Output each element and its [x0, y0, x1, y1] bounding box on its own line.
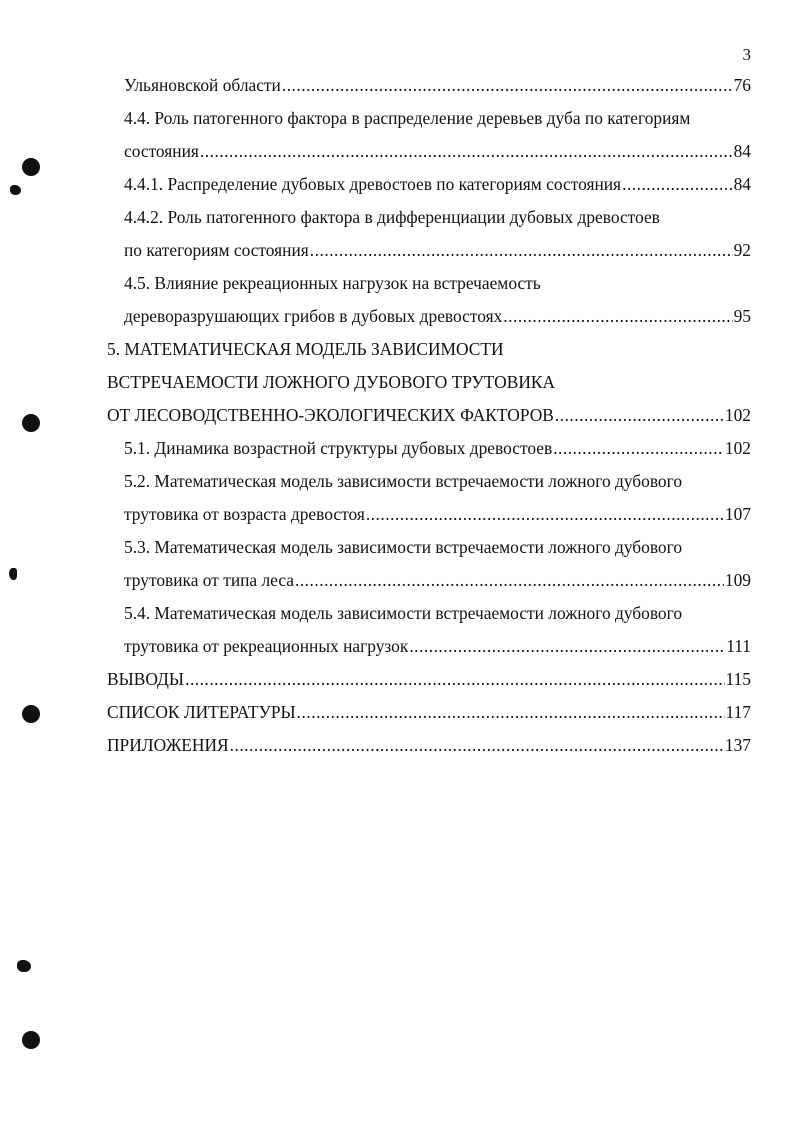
toc-entry-ulyanovsk-region[interactable] — [124, 69, 751, 102]
toc-entry-5-3[interactable] — [124, 564, 751, 597]
toc-chapter-5[interactable] — [107, 399, 751, 432]
dot-leader — [310, 234, 733, 267]
toc-entry-4-4-line-1[interactable]: 4.4. Роль патогенного фактора в распределение деревьев дуба по категориям — [124, 108, 691, 128]
toc-page-number: 111 — [726, 636, 751, 656]
toc-chapter-5-line-2[interactable]: ВСТРЕЧАЕМОСТИ ЛОЖНОГО ДУБОВОГО ТРУТОВИКА — [107, 372, 556, 392]
binder-hole-mark — [22, 414, 40, 432]
toc-page-number: 117 — [725, 702, 751, 722]
toc-entry-4-4-1[interactable] — [124, 168, 751, 201]
toc-entry-text: ОТ ЛЕСОВОДСТВЕННО-ЭКОЛОГИЧЕСКИХ ФАКТОРОВ — [107, 405, 554, 425]
toc-page-number: 137 — [724, 735, 751, 755]
dot-leader — [297, 696, 725, 729]
dot-leader — [295, 564, 724, 597]
toc-page-number: 92 — [733, 240, 751, 260]
toc-entry-5-3-line-1[interactable]: 5.3. Математическая модель зависимости встречаемости ложного дубового — [124, 537, 683, 557]
toc-entry-4-4-2-line-1[interactable]: 4.4.2. Роль патогенного фактора в дифференциации дубовых древостоев — [124, 207, 660, 227]
toc-page-number: 102 — [724, 438, 751, 458]
toc-entry-text: Ульяновской области — [124, 75, 281, 95]
binder-hole-mark — [22, 705, 40, 723]
toc-chapter-5-line-1[interactable]: 5. МАТЕМАТИЧЕСКАЯ МОДЕЛЬ ЗАВИСИМОСТИ — [107, 339, 504, 359]
toc-entry-4-5-line-1[interactable]: 4.5. Влияние рекреационных нагрузок на встречаемость — [124, 273, 541, 293]
toc-entry-5-4-line-1[interactable]: 5.4. Математическая модель зависимости встречаемости ложного дубового — [124, 603, 683, 623]
binder-hole-mark — [22, 1031, 40, 1049]
toc-entry-text: СПИСОК ЛИТЕРАТУРЫ — [107, 702, 296, 722]
toc-entry-4-4[interactable] — [124, 135, 751, 168]
toc-page-number: 102 — [724, 405, 751, 425]
toc-entry-text: ВЫВОДЫ — [107, 669, 185, 689]
toc-entry-text: 4.4.1. Распределение дубовых древостоев по категориям состояния — [124, 174, 622, 194]
toc-entry-text: по категориям состояния — [124, 240, 309, 260]
dot-leader — [366, 498, 724, 531]
dot-leader — [230, 729, 724, 762]
toc-page-number: 84 — [733, 141, 751, 161]
dot-leader — [409, 630, 725, 663]
page-number: 3 — [742, 45, 751, 64]
dot-leader — [503, 300, 732, 333]
toc-entry-text: трутовика от рекреационных нагрузок — [124, 636, 409, 656]
toc-page-number: 76 — [733, 75, 751, 95]
toc-entry-4-5[interactable] — [124, 300, 751, 333]
toc-entry-5-4[interactable] — [124, 630, 751, 663]
dot-leader — [555, 399, 724, 432]
toc-appendices[interactable] — [107, 729, 751, 762]
toc-page-number: 107 — [724, 504, 751, 524]
toc-entry-text: состояния — [124, 141, 199, 161]
toc-entry-5-1[interactable] — [124, 432, 751, 465]
dot-leader — [185, 663, 724, 696]
toc-page-number: 115 — [725, 669, 751, 689]
toc-entry-5-2-line-1[interactable]: 5.2. Математическая модель зависимости встречаемости ложного дубового — [124, 471, 683, 491]
dot-leader — [282, 69, 733, 102]
toc-conclusions[interactable] — [107, 663, 751, 696]
scan-smudge-mark — [9, 568, 17, 580]
toc-page-number: 95 — [733, 306, 751, 326]
toc-entry-5-2[interactable] — [124, 498, 751, 531]
toc-entry-text: 5.1. Динамика возрастной структуры дубовых древостоев — [124, 438, 553, 458]
scan-smudge-mark — [10, 185, 21, 195]
dot-leader — [553, 432, 724, 465]
binder-hole-mark — [22, 158, 40, 176]
toc-entry-text: дереворазрушающих грибов в дубовых древостоях — [124, 306, 503, 326]
scan-smudge-mark — [17, 960, 31, 972]
dot-leader — [200, 135, 733, 168]
toc-entry-4-4-2[interactable] — [124, 234, 751, 267]
toc-page-number: 109 — [724, 570, 751, 590]
toc-page-number: 84 — [733, 174, 751, 194]
toc-references[interactable] — [107, 696, 751, 729]
toc-entry-text: трутовика от типа леса — [124, 570, 294, 590]
toc-entry-text: трутовика от возраста древостоя — [124, 504, 365, 524]
toc-entry-text: ПРИЛОЖЕНИЯ — [107, 735, 229, 755]
dot-leader — [622, 168, 733, 201]
